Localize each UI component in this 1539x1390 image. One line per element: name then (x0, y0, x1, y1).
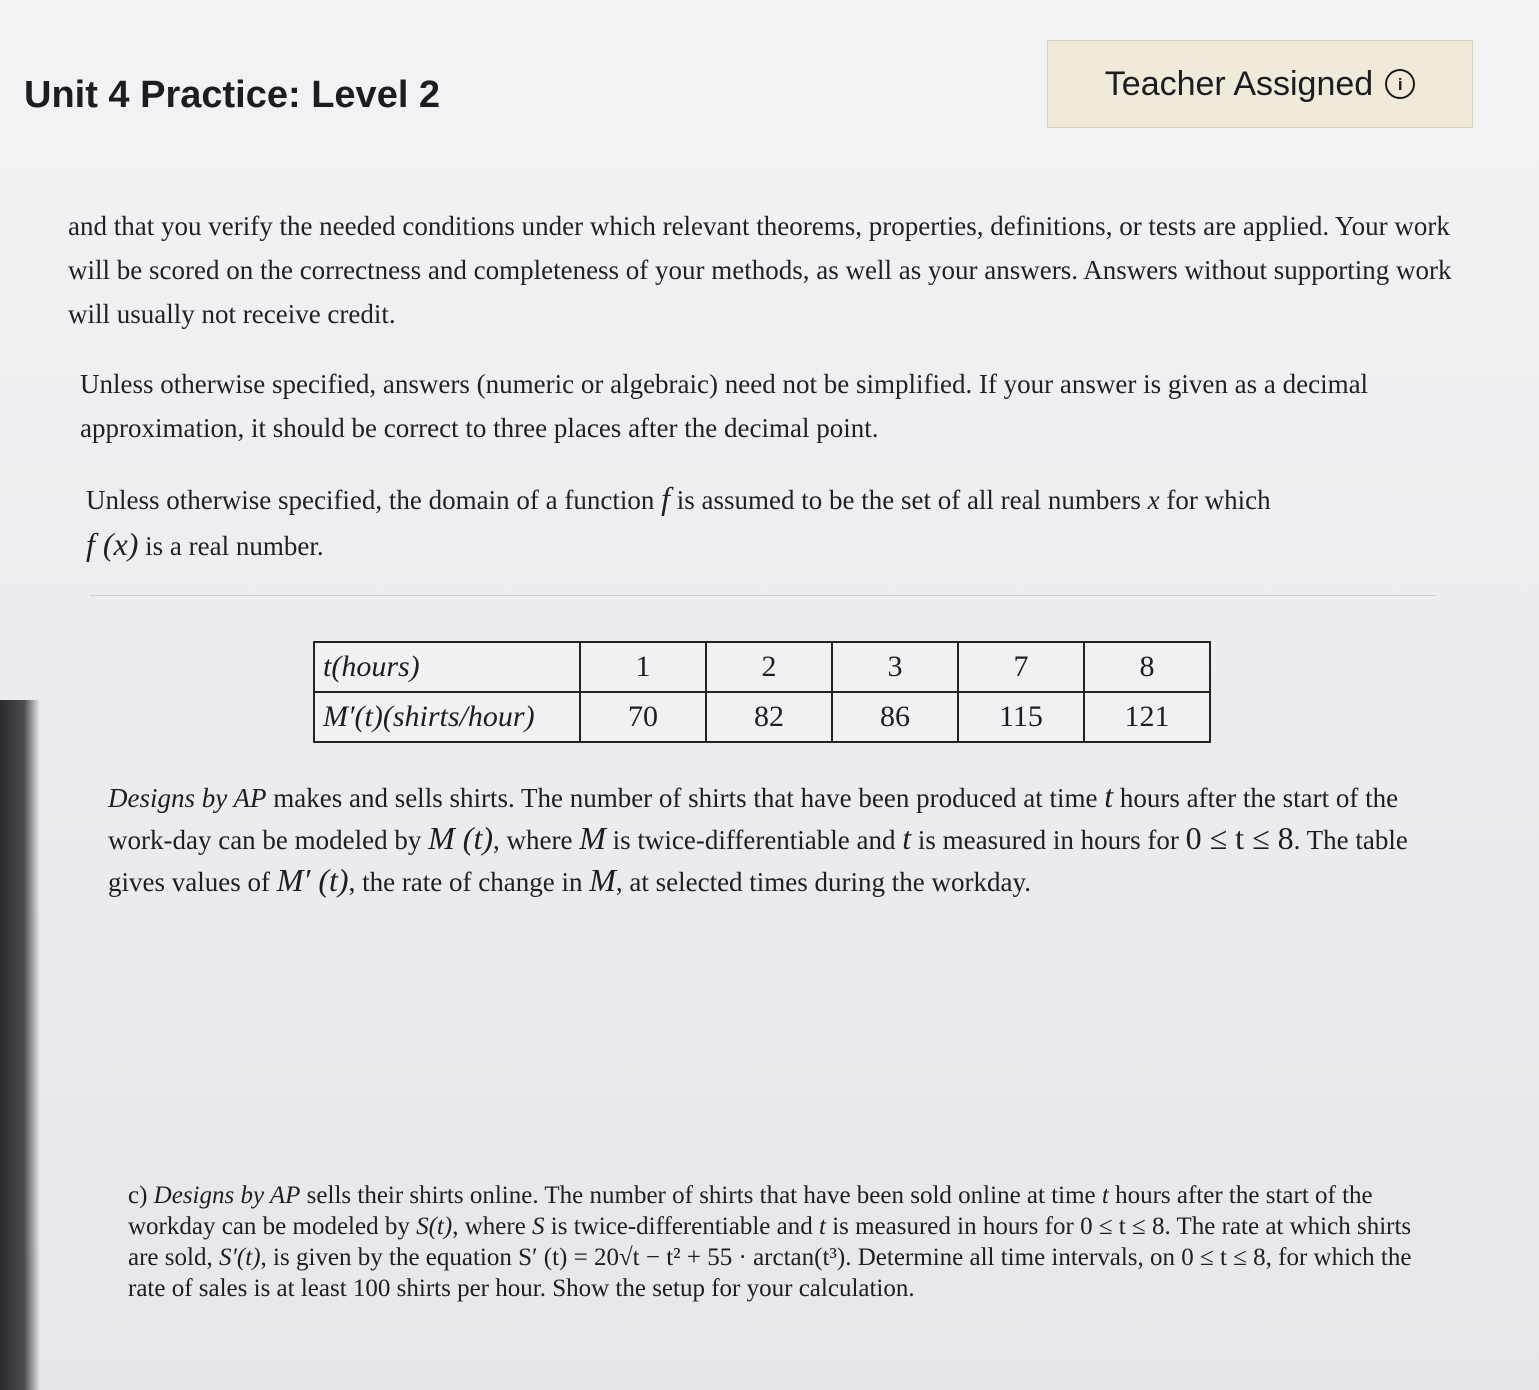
table-cell: 7 (958, 642, 1084, 692)
table-row (314, 692, 1210, 742)
table-cell: 115 (958, 692, 1084, 742)
part-label: c) (128, 1182, 148, 1209)
table-header-m: M′(t)(shirts/hour) (314, 692, 580, 742)
table-cell: 121 (1084, 692, 1210, 742)
instructions-paragraph-3 (86, 476, 1446, 568)
p3-math-f: f (661, 480, 670, 516)
rate-table (313, 641, 1211, 743)
info-icon[interactable]: i (1385, 69, 1415, 99)
table-cell: 1 (580, 642, 706, 692)
p3-math-x: x (1147, 485, 1160, 515)
rate-equation: S′ (t) = 20√t − t² + 55 · arctan(t³) (518, 1244, 846, 1271)
badge-label: Teacher Assigned (1104, 64, 1374, 103)
table-cell: 82 (706, 692, 832, 742)
p3-text-a: Unless otherwise specified, the domain of a function (86, 485, 655, 515)
table-cell: 70 (580, 692, 706, 742)
table-cell: 86 (832, 692, 958, 742)
teacher-assigned-badge[interactable] (1047, 40, 1473, 128)
section-divider (90, 595, 1435, 596)
table-cell: 2 (706, 642, 832, 692)
p3-math-fx: f (x) (86, 526, 139, 562)
p3-text-c: for which (1166, 485, 1271, 515)
part-c-question: c) Designs by AP sells their shirts online. The number of shirts that have been sold online at time t hours after the start of the workday can be modeled by S(t), where S is twice-differentiable and t is measured in hours for 0 ≤ t ≤ 8. The rate at which shirts are sold, S′(t), is given by the equation S′ (t) = 20√t − t² + 55 · arctan(t³). Determine all time intervals, on 0 ≤ t ≤ 8, for which the rate of sales is at least 100 shirts per hour. Show the setup for your calculation. (128, 1182, 1412, 1302)
table-cell: 3 (832, 642, 958, 692)
instructions-paragraph-2: Unless otherwise specified, answers (numeric or algebraic) need not be simplified. If your answer is given as a decimal approximation, it should be correct to three places after the decimal point. (80, 369, 1369, 443)
p3-text-b: is assumed to be the set of all real numbers (676, 485, 1141, 515)
problem-description: Designs by AP makes and sells shirts. The number of shirts that have been produced at time t hours after the start of the work-day can be modeled by M (t), where M is twice-differentiable and t is measured in hours for 0 ≤ t ≤ 8. The table gives values of M′ (t), the rate of change in M, at selected times during the workday. (108, 778, 1408, 898)
brand-name: Designs by AP (108, 783, 267, 813)
page-title: Unit 4 Practice: Level 2 (24, 74, 441, 116)
screen-edge-shadow (0, 700, 40, 1390)
brand-name: Designs by AP (153, 1182, 301, 1209)
table-header-t: t(hours) (314, 642, 580, 692)
instructions-paragraph-1: and that you verify the needed conditions under which relevant theorems, properties, definitions, or tests are applied. Your work will be scored on the correctness and completeness of your methods, as well as your answers. Answers without supporting work will usually not receive credit. (68, 211, 1452, 329)
table-row (314, 642, 1210, 692)
table-cell: 8 (1084, 642, 1210, 692)
p3-text-d: is a real number. (145, 531, 324, 561)
